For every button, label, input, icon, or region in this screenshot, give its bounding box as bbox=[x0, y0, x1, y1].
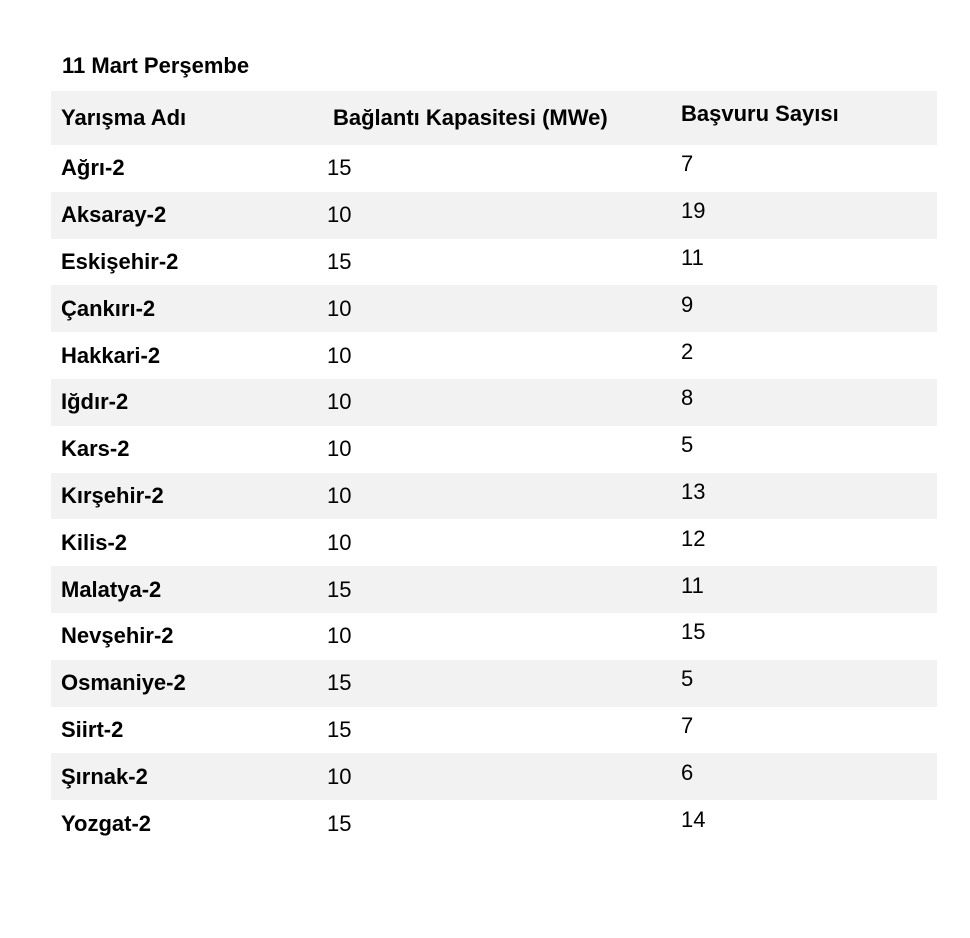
header-competition-name: Yarışma Adı bbox=[61, 105, 187, 130]
application-count-cell: 7 bbox=[681, 151, 694, 177]
capacity-cell: 15 bbox=[327, 248, 352, 274]
application-count-cell: 9 bbox=[681, 291, 694, 317]
table-row bbox=[51, 379, 937, 426]
competition-name-cell: Yozgat-2 bbox=[61, 810, 152, 836]
competition-name-cell: Çankırı-2 bbox=[61, 295, 156, 321]
application-count-cell: 8 bbox=[681, 385, 694, 411]
competition-name-cell: Iğdır-2 bbox=[61, 389, 129, 415]
competition-name-cell: Malatya-2 bbox=[61, 576, 162, 602]
table-row bbox=[51, 332, 937, 379]
capacity-cell: 10 bbox=[327, 295, 352, 321]
table-row bbox=[51, 145, 937, 192]
capacity-cell: 15 bbox=[327, 576, 352, 602]
application-count-cell: 2 bbox=[681, 338, 694, 364]
table-row bbox=[51, 613, 937, 660]
application-count-cell: 13 bbox=[681, 478, 706, 504]
table-row bbox=[51, 519, 937, 566]
table-row bbox=[51, 426, 937, 473]
page-title: 11 Mart Perşembe bbox=[62, 53, 250, 78]
capacity-cell: 15 bbox=[327, 670, 352, 696]
header-application-count: Başvuru Sayısı bbox=[681, 101, 839, 126]
competition-name-cell: Kırşehir-2 bbox=[61, 482, 164, 508]
competition-name-cell: Hakkari-2 bbox=[61, 342, 161, 368]
application-count-cell: 6 bbox=[681, 759, 694, 785]
competition-name-cell: Kars-2 bbox=[61, 436, 130, 462]
competition-name-cell: Ağrı-2 bbox=[61, 155, 125, 181]
header-connection-capacity: Bağlantı Kapasitesi (MWe) bbox=[333, 105, 608, 130]
capacity-cell: 15 bbox=[327, 716, 352, 742]
competition-name-cell: Nevşehir-2 bbox=[61, 623, 174, 649]
capacity-cell: 15 bbox=[327, 810, 352, 836]
capacity-cell: 10 bbox=[327, 202, 352, 228]
application-count-cell: 15 bbox=[681, 619, 706, 645]
capacity-cell: 10 bbox=[327, 482, 352, 508]
capacity-cell: 10 bbox=[327, 436, 352, 462]
application-count-cell: 11 bbox=[681, 572, 704, 598]
table-row bbox=[51, 285, 937, 332]
table-row bbox=[51, 707, 937, 754]
competition-name-cell: Osmaniye-2 bbox=[61, 670, 186, 696]
capacity-cell: 15 bbox=[327, 155, 352, 181]
application-count-cell: 19 bbox=[681, 198, 706, 224]
table-row bbox=[51, 660, 937, 707]
competition-name-cell: Siirt-2 bbox=[61, 716, 124, 742]
capacity-cell: 10 bbox=[327, 529, 352, 555]
table-row bbox=[51, 192, 937, 239]
capacity-cell: 10 bbox=[327, 763, 352, 789]
application-count-cell: 11 bbox=[681, 244, 704, 270]
table-row bbox=[51, 239, 937, 286]
application-count-cell: 14 bbox=[681, 806, 706, 832]
competition-name-cell: Aksaray-2 bbox=[61, 202, 167, 228]
table-row bbox=[51, 566, 937, 613]
table-row bbox=[51, 473, 937, 520]
application-count-cell: 12 bbox=[681, 525, 706, 551]
table-header-row bbox=[51, 91, 937, 145]
application-count-cell: 7 bbox=[681, 712, 694, 738]
table-row bbox=[51, 800, 937, 847]
table-row bbox=[51, 753, 937, 800]
application-count-cell: 5 bbox=[681, 432, 694, 458]
application-count-cell: 5 bbox=[681, 666, 694, 692]
capacity-cell: 10 bbox=[327, 342, 352, 368]
competition-name-cell: Kilis-2 bbox=[61, 529, 128, 555]
capacity-cell: 10 bbox=[327, 389, 352, 415]
competition-name-cell: Şırnak-2 bbox=[61, 763, 148, 789]
competition-table bbox=[51, 91, 937, 847]
capacity-cell: 10 bbox=[327, 623, 352, 649]
competition-name-cell: Eskişehir-2 bbox=[61, 248, 179, 274]
